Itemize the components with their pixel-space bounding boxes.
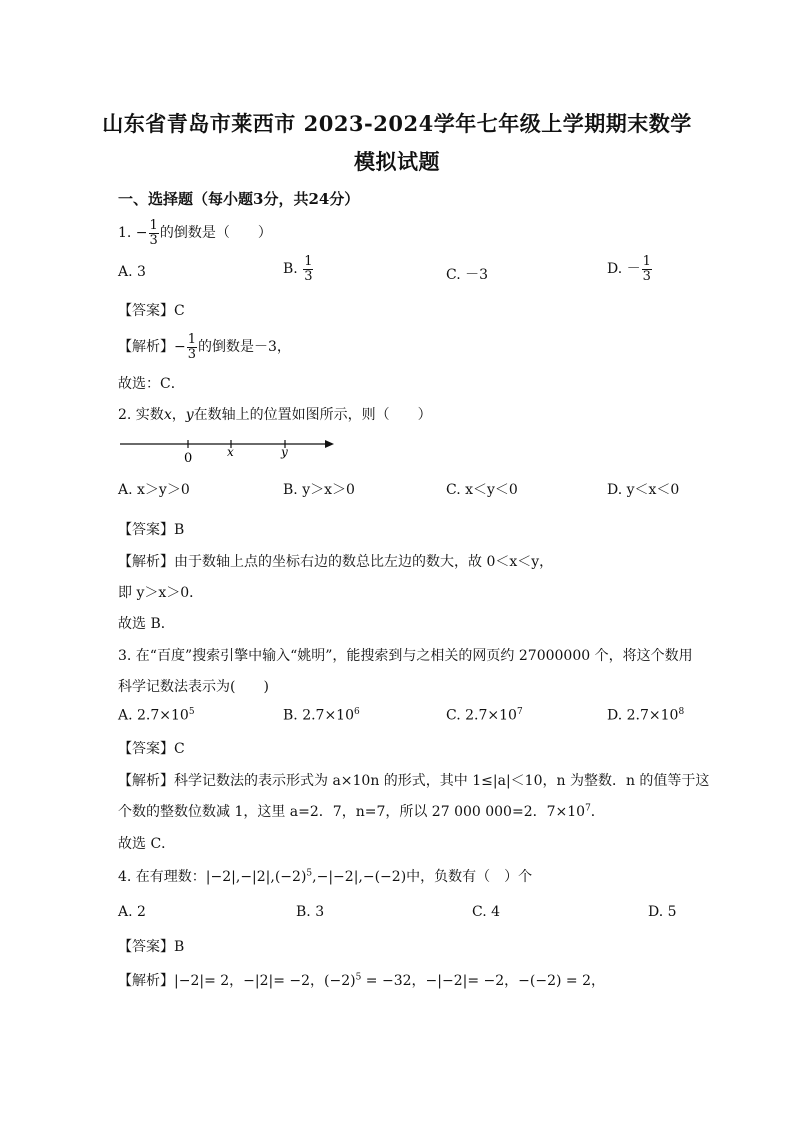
- q2-option-d: D. y＜x＜0: [607, 482, 680, 498]
- question-3-stem-1: 3. 在“百度”搜索引擎中输入“姚明”，能搜索到与之相关的网页约 27000000 个，将这个数用: [118, 648, 693, 664]
- q4-option-d: D. 5: [648, 904, 677, 920]
- x-label: x: [227, 445, 234, 459]
- q4-explanation: 【解析】|−2|= 2，−|2|= −2，$(-2)^5 = -32$，−|−2|= −2，−(−2) = 2，: [118, 972, 605, 989]
- q4-option-b: B. 3: [296, 904, 325, 920]
- q1-option-d: D. － $\frac{1}{3}$: [607, 254, 651, 284]
- q1-answer: 【答案】C: [118, 303, 185, 319]
- q2-option-b: B. y＞x＞0: [283, 482, 355, 498]
- fraction: $\frac{1}{3}$: [149, 218, 158, 248]
- q1-option-b: B. $\frac{1}{3}$: [283, 254, 313, 284]
- question-2-stem: 2. 实数x，y在数轴上的位置如图所示，则（ ）: [118, 407, 432, 423]
- question-1-stem: 1. − $\frac{1}{3}$ 的倒数是（ ）: [118, 218, 272, 248]
- q2-option-c: C. x＜y＜0: [446, 482, 518, 498]
- q1-explanation: 【解析】− $\frac{1}{3}$ 的倒数是－3，: [118, 332, 291, 362]
- page-subtitle: 模拟试题: [354, 149, 440, 174]
- q1-option-c: C. －3: [446, 267, 489, 283]
- fraction: $\frac{1}{3}$: [304, 254, 313, 284]
- question-4-stem: 4. 在有理数：$|-2|,-|2|,(-2)^5,-|-2|,-(-2)$中，负数有（ ）个: [118, 868, 533, 885]
- q3-option-b: B. $2.7\times 10^6$: [283, 707, 360, 724]
- q3-explanation-2: 个数的整数位数减 1，这里 a=2．7，n=7，所以 27 000 000=2．$7\times 10^7$．: [118, 803, 605, 820]
- q3-explanation-1: 【解析】科学记数法的表示形式为 a×10n 的形式，其中 1≤|a|＜10，n 为整数．n 的值等于这: [118, 773, 710, 789]
- q4-answer: 【答案】B: [118, 939, 185, 955]
- q3-conclusion: 故选 C．: [118, 836, 176, 852]
- q1-conclusion: 故选：C．: [118, 376, 185, 392]
- q3-option-d: D. $2.7\times 10^8$: [607, 707, 685, 724]
- q4-option-a: A. 2: [118, 904, 146, 920]
- fraction: $\frac{1}{3}$: [642, 254, 651, 284]
- page-title: 山东省青岛市莱西市 2023-2024学年七年级上学期期末数学: [102, 111, 692, 136]
- q2-answer: 【答案】B: [118, 522, 185, 538]
- q2-explanation-1: 【解析】由于数轴上点的坐标右边的数总比左边的数大，故 0＜x＜y，: [118, 554, 554, 570]
- zero-label: 0: [184, 451, 193, 466]
- fraction: $\frac{1}{3}$: [187, 332, 197, 362]
- q2-explanation-2: 即 y＞x＞0．: [118, 585, 204, 601]
- y-label: y: [281, 445, 288, 459]
- q3-answer: 【答案】C: [118, 741, 185, 757]
- number-line-diagram: [118, 434, 348, 466]
- section-heading: 一、选择题（每小题3分，共24分）: [118, 190, 360, 208]
- question-3-stem-2: 科学记数法表示为( ): [118, 679, 269, 695]
- q3-option-c: C. $2.7\times 10^7$: [446, 707, 523, 724]
- q3-option-a: A. $2.7\times 10^5$: [118, 707, 195, 724]
- axis-arrowhead: [325, 440, 334, 448]
- q2-conclusion: 故选 B．: [118, 616, 175, 632]
- q2-option-a: A. x＞y＞0: [118, 482, 190, 498]
- q1-option-a: A. 3: [118, 264, 146, 280]
- q4-option-c: C. 4: [472, 904, 501, 920]
